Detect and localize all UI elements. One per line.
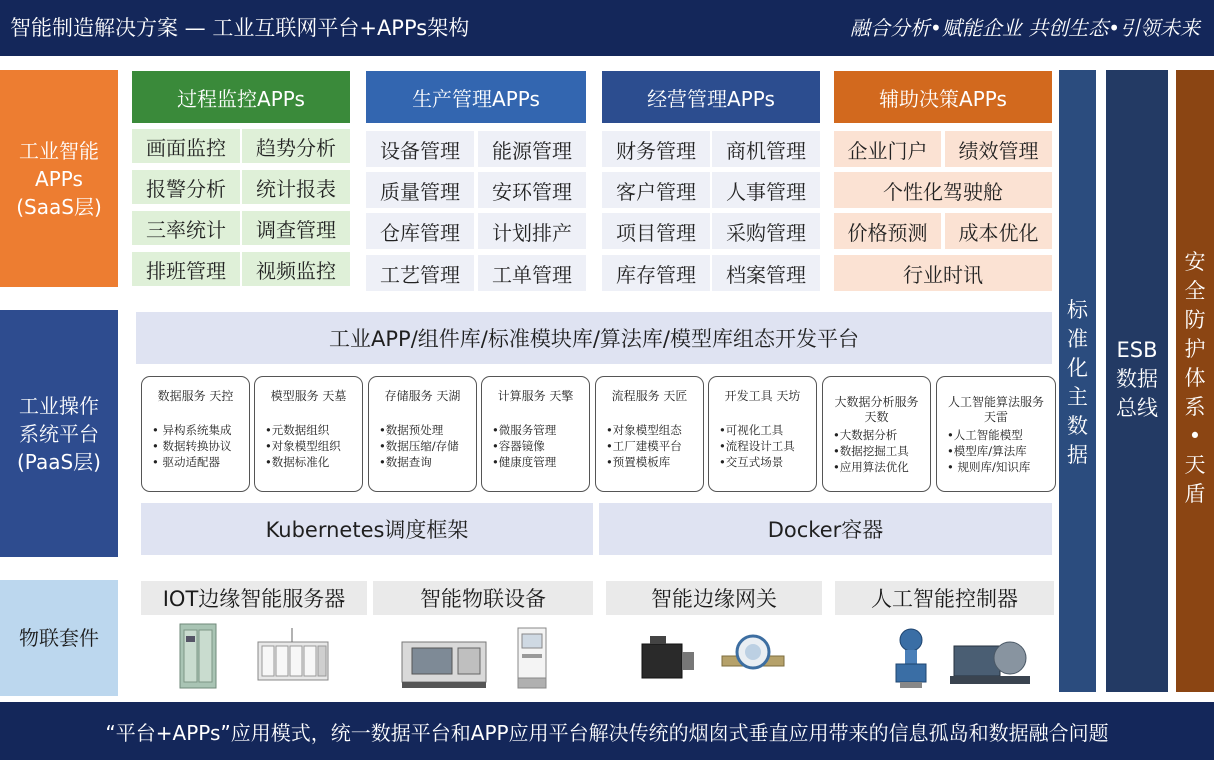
service-card [708,376,817,492]
title-bar [0,0,1214,56]
service-title: 开发工具 天坊 [724,389,801,403]
service-features: • 异构系统集成 • 数据转换协议 • 驱动适配器 [152,423,232,469]
service-title: 存储服务 天湖 [384,389,461,403]
app-cell: 质量管理 [366,172,474,208]
saas-layer-label [0,70,118,287]
app-cell: 安环管理 [478,172,586,208]
app-cell: 工艺管理 [366,255,474,291]
device-category: 人工智能控制器 [835,581,1054,615]
device-category: IOT边缘智能服务器 [141,581,367,615]
service-card [595,376,704,492]
app-cell: 项目管理 [602,213,710,249]
service-title: 流程服务 天匠 [611,389,688,403]
app-cell: 企业门户 [834,131,941,167]
service-features: •数据预处理 •数据压缩/存储 •数据查询 [379,423,459,469]
app-cell: 仓库管理 [366,213,474,249]
device-category: 智能物联设备 [373,581,593,615]
service-title: 模型服务 天墓 [270,389,347,403]
docker-bar: Docker容器 [599,503,1052,555]
service-title: 大数据分析服务 天数 [834,395,919,424]
app-cell: 能源管理 [478,131,586,167]
service-features: •大数据分析 •数据挖掘工具 •应用算法优化 [833,428,909,474]
iot-layer-label [0,580,118,696]
app-cell: 工单管理 [478,255,586,291]
app-cell: 价格预测 [834,213,941,249]
service-card [141,376,250,492]
master-data-column: 标 准 化 主 数 据 [1059,70,1096,692]
plc-rack-icon [252,626,334,688]
app-cell: 画面监控 [132,129,240,163]
service-card [481,376,590,492]
service-features: •可视化工具 •流程设计工具 •交互式场景 [719,423,795,469]
service-title: 计算服务 天擎 [497,389,574,403]
esb-column: ESB 数据 总线 [1106,70,1168,692]
water-meter-icon [718,630,788,686]
app-cell: 设备管理 [366,131,474,167]
app-cell: 排班管理 [132,252,240,286]
slogan: 融合分析•赋能企业 共创生态•引领未来 [850,16,1200,40]
service-card [936,376,1056,492]
pressure-transmitter-icon [890,626,932,690]
page-title: 智能制造解决方案 — 工业互联网平台+APPs架构 [10,16,470,40]
app-group-header: 经营管理APPs [602,71,820,123]
app-cell: 统计报表 [242,170,350,204]
paas-layer-label [0,310,118,557]
app-group-header: 过程监控APPs [132,71,350,123]
app-cell: 视频监控 [242,252,350,286]
service-card [822,376,931,492]
service-features: •对象模型组态 •工厂建模平台 •预置模板库 [606,423,682,469]
app-cell: 三率统计 [132,211,240,245]
footer-note: “平台+APPs”应用模式，统一数据平台和APP应用平台解决传统的烟囱式垂直应用带来的信息孤岛和数据融合问题 [0,702,1214,760]
saas-layer-text: 工业智能 APPs (SaaS层) [16,138,102,219]
paas-layer-text: 工业操作 系统平台 (PaaS层) [17,393,101,474]
inverter-icon [510,624,554,692]
service-features: •微服务管理 •容器镜像 •健康度管理 [492,423,557,469]
servo-motor-icon [636,630,700,688]
app-cell: 绩效管理 [945,131,1052,167]
device-category: 智能边缘网关 [606,581,822,615]
app-cell: 客户管理 [602,172,710,208]
service-card [368,376,477,492]
app-cell: 人事管理 [712,172,820,208]
app-cell: 商机管理 [712,131,820,167]
cnc-machine-icon [398,628,490,690]
server-cabinet-icon [168,620,228,692]
security-column: 安 全 防 护 体 系 • 天 盾 [1176,70,1214,692]
app-cell: 财务管理 [602,131,710,167]
app-cell: 计划排产 [478,213,586,249]
app-cell: 库存管理 [602,255,710,291]
service-features: •人工智能模型 •模型库/算法库 • 规则库/知识库 [947,428,1031,474]
iot-layer-text: 物联套件 [19,626,99,650]
kubernetes-bar: Kubernetes调度框架 [141,503,593,555]
app-cell: 报警分析 [132,170,240,204]
app-cell: 档案管理 [712,255,820,291]
service-features: •元数据组织 •对象模型组织 •数据标准化 [265,423,341,469]
app-cell: 趋势分析 [242,129,350,163]
pump-motor-icon [946,624,1036,690]
app-cell: 成本优化 [945,213,1052,249]
app-cell: 调查管理 [242,211,350,245]
app-cell: 个性化驾驶舱 [834,172,1052,208]
app-cell: 行业时讯 [834,255,1052,291]
service-title: 人工智能算法服务 天雷 [947,395,1044,424]
service-title: 数据服务 天控 [157,389,234,403]
dev-platform-bar: 工业APP/组件库/标准模块库/算法库/模型库组态开发平台 [136,312,1052,364]
app-cell: 采购管理 [712,213,820,249]
service-card [254,376,363,492]
app-group-header: 生产管理APPs [366,71,586,123]
app-group-header: 辅助决策APPs [834,71,1052,123]
